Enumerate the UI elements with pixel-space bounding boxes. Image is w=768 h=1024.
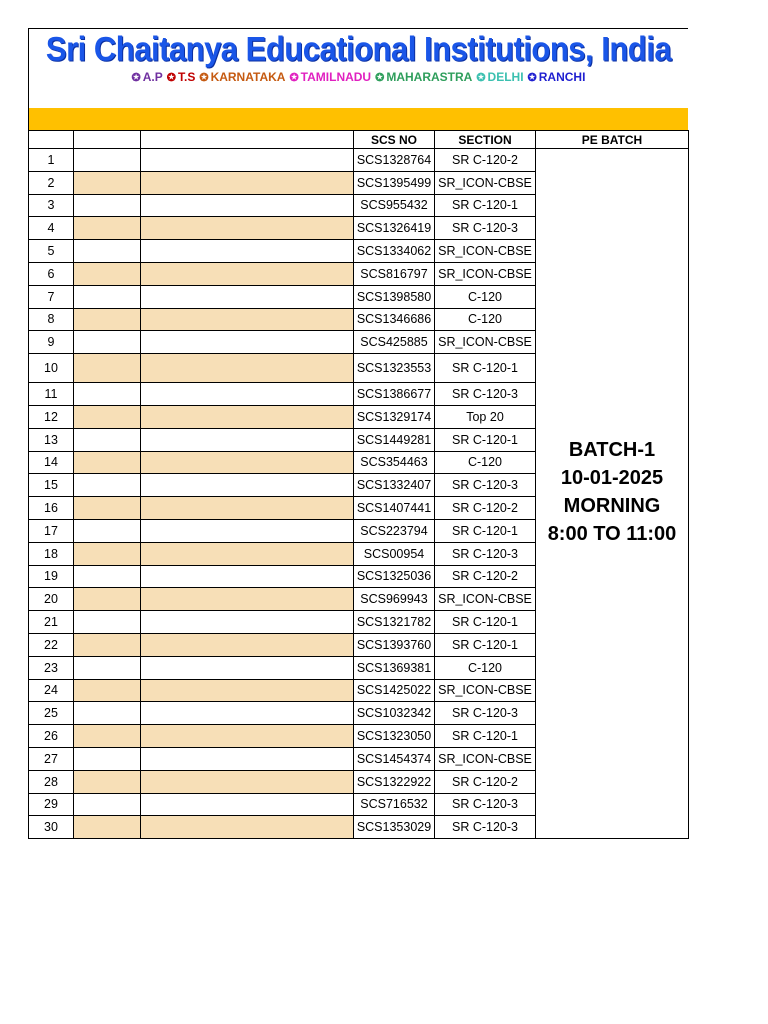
- scs-number-cell: SCS1425022: [354, 679, 435, 702]
- scs-number-cell: SCS1407441: [354, 497, 435, 520]
- scs-number-cell: SCS1323553: [354, 354, 435, 383]
- serial-number-cell: 13: [29, 428, 74, 451]
- pe-batch-line2: 10-01-2025: [560, 467, 664, 489]
- serial-number-cell: 20: [29, 588, 74, 611]
- blank-cell-2: [141, 770, 354, 793]
- serial-number-cell: 29: [29, 793, 74, 816]
- star-icon: ✪: [375, 72, 385, 84]
- blank-cell-1: [74, 793, 141, 816]
- blank-cell-1: [74, 354, 141, 383]
- blank-cell-1: [74, 747, 141, 770]
- section-cell: SR_ICON-CBSE: [435, 679, 536, 702]
- blank-cell-1: [74, 656, 141, 679]
- serial-number-cell: 3: [29, 194, 74, 217]
- blank-cell-1: [74, 474, 141, 497]
- state-name: T.S: [178, 70, 196, 84]
- blank-cell-2: [141, 497, 354, 520]
- serial-number-cell: 30: [29, 816, 74, 839]
- scs-number-cell: SCS1454374: [354, 747, 435, 770]
- scs-number-cell: SCS354463: [354, 451, 435, 474]
- serial-number-cell: 14: [29, 451, 74, 474]
- blank-cell-2: [141, 725, 354, 748]
- scs-number-cell: SCS1332407: [354, 474, 435, 497]
- state-label: [476, 70, 523, 84]
- section-cell: SR C-120-3: [435, 542, 536, 565]
- section-cell: SR C-120-3: [435, 702, 536, 725]
- state-name: TAMILNADU: [300, 70, 372, 84]
- section-cell: SR C-120-1: [435, 428, 536, 451]
- state-name: MAHARASTRA: [386, 70, 473, 84]
- col-header-pe-batch: PE BATCH: [536, 131, 689, 149]
- scs-number-cell: SCS00954: [354, 542, 435, 565]
- scs-number-cell: SCS1032342: [354, 702, 435, 725]
- state-name: KARNATAKA: [210, 70, 286, 84]
- blank-cell-2: [141, 262, 354, 285]
- roll-table: [28, 130, 689, 839]
- section-cell: SR C-120-1: [435, 354, 536, 383]
- star-icon: ✪: [476, 72, 486, 84]
- blank-cell-2: [141, 194, 354, 217]
- serial-number-cell: 28: [29, 770, 74, 793]
- section-cell: SR C-120-3: [435, 383, 536, 406]
- scs-number-cell: SCS1329174: [354, 405, 435, 428]
- serial-number-cell: 19: [29, 565, 74, 588]
- star-icon: ✪: [199, 72, 209, 84]
- serial-number-cell: 16: [29, 497, 74, 520]
- section-cell: SR C-120-1: [435, 194, 536, 217]
- section-cell: Top 20: [435, 405, 536, 428]
- state-label: [375, 70, 472, 84]
- blank-cell-2: [141, 702, 354, 725]
- serial-number-cell: 17: [29, 519, 74, 542]
- section-cell: SR_ICON-CBSE: [435, 240, 536, 263]
- serial-number-cell: 22: [29, 633, 74, 656]
- pe-batch-cell: [536, 149, 689, 839]
- institution-title: Sri Chaitanya Educational Institutions, India: [45, 29, 672, 69]
- table-body: [29, 149, 689, 839]
- section-cell: SR C-120-2: [435, 770, 536, 793]
- blank-cell-1: [74, 451, 141, 474]
- state-name: RANCHI: [538, 70, 586, 84]
- blank-cell-1: [74, 816, 141, 839]
- star-icon: ✪: [166, 72, 176, 84]
- scs-number-cell: SCS1353029: [354, 816, 435, 839]
- star-icon: ✪: [289, 72, 299, 84]
- blank-cell-1: [74, 308, 141, 331]
- blank-cell-1: [74, 770, 141, 793]
- section-cell: SR_ICON-CBSE: [435, 588, 536, 611]
- section-cell: SR C-120-3: [435, 474, 536, 497]
- state-name: A.P: [142, 70, 163, 84]
- blank-cell-2: [141, 747, 354, 770]
- section-cell: SR C-120-2: [435, 565, 536, 588]
- scs-number-cell: SCS969943: [354, 588, 435, 611]
- serial-number-cell: 24: [29, 679, 74, 702]
- scs-number-cell: SCS1321782: [354, 611, 435, 634]
- col-header-blank-2: [141, 131, 354, 149]
- blank-cell-2: [141, 633, 354, 656]
- blank-cell-1: [74, 262, 141, 285]
- yellow-band: [28, 108, 688, 130]
- blank-cell-1: [74, 725, 141, 748]
- section-cell: SR_ICON-CBSE: [435, 747, 536, 770]
- section-cell: C-120: [435, 308, 536, 331]
- blank-cell-1: [74, 428, 141, 451]
- serial-number-cell: 7: [29, 285, 74, 308]
- serial-number-cell: 23: [29, 656, 74, 679]
- pe-batch-line1: BATCH-1: [568, 439, 656, 461]
- state-name: DELHI: [487, 70, 524, 84]
- pe-batch-line3: MORNING: [563, 495, 661, 517]
- section-cell: SR C-120-2: [435, 149, 536, 172]
- scs-number-cell: SCS1328764: [354, 149, 435, 172]
- blank-cell-1: [74, 611, 141, 634]
- blank-cell-2: [141, 519, 354, 542]
- star-icon: ✪: [131, 72, 141, 84]
- serial-number-cell: 2: [29, 171, 74, 194]
- section-cell: SR C-120-1: [435, 611, 536, 634]
- blank-cell-2: [141, 240, 354, 263]
- serial-number-cell: 18: [29, 542, 74, 565]
- section-cell: SR_ICON-CBSE: [435, 262, 536, 285]
- section-cell: C-120: [435, 451, 536, 474]
- blank-cell-1: [74, 519, 141, 542]
- blank-cell-2: [141, 565, 354, 588]
- serial-number-cell: 8: [29, 308, 74, 331]
- serial-number-cell: 15: [29, 474, 74, 497]
- serial-number-cell: 5: [29, 240, 74, 263]
- table-row: [29, 149, 689, 172]
- serial-number-cell: 11: [29, 383, 74, 406]
- blank-cell-2: [141, 171, 354, 194]
- scs-number-cell: SCS1369381: [354, 656, 435, 679]
- state-label: [167, 70, 196, 84]
- scs-number-cell: SCS716532: [354, 793, 435, 816]
- star-icon: ✪: [527, 72, 537, 84]
- blank-cell-2: [141, 354, 354, 383]
- scs-number-cell: SCS1322922: [354, 770, 435, 793]
- blank-cell-2: [141, 542, 354, 565]
- blank-cell-1: [74, 542, 141, 565]
- serial-number-cell: 21: [29, 611, 74, 634]
- blank-cell-2: [141, 383, 354, 406]
- blank-cell-2: [141, 611, 354, 634]
- blank-cell-2: [141, 816, 354, 839]
- serial-number-cell: 6: [29, 262, 74, 285]
- blank-cell-1: [74, 588, 141, 611]
- blank-cell-1: [74, 405, 141, 428]
- scs-number-cell: SCS1326419: [354, 217, 435, 240]
- section-cell: SR C-120-2: [435, 497, 536, 520]
- blank-cell-1: [74, 194, 141, 217]
- serial-number-cell: 9: [29, 331, 74, 354]
- blank-cell-2: [141, 588, 354, 611]
- blank-cell-1: [74, 149, 141, 172]
- pe-batch-line4: 8:00 TO 11:00: [547, 523, 677, 545]
- serial-number-cell: 4: [29, 217, 74, 240]
- attendance-sheet: [28, 28, 688, 839]
- blank-cell-1: [74, 565, 141, 588]
- scs-number-cell: SCS425885: [354, 331, 435, 354]
- col-header-blank-1: [74, 131, 141, 149]
- blank-cell-2: [141, 149, 354, 172]
- section-cell: SR_ICON-CBSE: [435, 171, 536, 194]
- serial-number-cell: 25: [29, 702, 74, 725]
- scs-number-cell: SCS955432: [354, 194, 435, 217]
- state-label: [199, 70, 285, 84]
- section-cell: C-120: [435, 285, 536, 308]
- section-cell: SR C-120-3: [435, 217, 536, 240]
- blank-cell-1: [74, 679, 141, 702]
- state-label: [528, 70, 586, 84]
- blank-cell-2: [141, 428, 354, 451]
- blank-cell-2: [141, 656, 354, 679]
- blank-cell-2: [141, 793, 354, 816]
- col-header-scs-no: SCS NO: [354, 131, 435, 149]
- serial-number-cell: 1: [29, 149, 74, 172]
- blank-cell-1: [74, 240, 141, 263]
- section-cell: SR C-120-1: [435, 519, 536, 542]
- blank-cell-1: [74, 331, 141, 354]
- serial-number-cell: 27: [29, 747, 74, 770]
- serial-number-cell: 12: [29, 405, 74, 428]
- scs-number-cell: SCS1395499: [354, 171, 435, 194]
- section-cell: C-120: [435, 656, 536, 679]
- scs-number-cell: SCS1393760: [354, 633, 435, 656]
- scs-number-cell: SCS1325036: [354, 565, 435, 588]
- scs-number-cell: SCS816797: [354, 262, 435, 285]
- section-cell: SR C-120-1: [435, 633, 536, 656]
- col-header-sno: [29, 131, 74, 149]
- blank-cell-2: [141, 679, 354, 702]
- header-box: [28, 28, 688, 108]
- blank-cell-2: [141, 217, 354, 240]
- serial-number-cell: 10: [29, 354, 74, 383]
- section-cell: SR C-120-1: [435, 725, 536, 748]
- blank-cell-1: [74, 383, 141, 406]
- scs-number-cell: SCS1346686: [354, 308, 435, 331]
- states-line: [29, 70, 688, 84]
- section-cell: SR C-120-3: [435, 816, 536, 839]
- serial-number-cell: 26: [29, 725, 74, 748]
- blank-cell-1: [74, 633, 141, 656]
- blank-cell-2: [141, 451, 354, 474]
- scs-number-cell: SCS1398580: [354, 285, 435, 308]
- blank-cell-2: [141, 405, 354, 428]
- blank-cell-1: [74, 285, 141, 308]
- blank-cell-2: [141, 308, 354, 331]
- state-label: [289, 70, 371, 84]
- scs-number-cell: SCS1386677: [354, 383, 435, 406]
- scs-number-cell: SCS1334062: [354, 240, 435, 263]
- blank-cell-2: [141, 331, 354, 354]
- blank-cell-1: [74, 217, 141, 240]
- state-label: [132, 70, 163, 84]
- blank-cell-2: [141, 285, 354, 308]
- section-cell: SR_ICON-CBSE: [435, 331, 536, 354]
- scs-number-cell: SCS1449281: [354, 428, 435, 451]
- col-header-section: SECTION: [435, 131, 536, 149]
- scs-number-cell: SCS223794: [354, 519, 435, 542]
- blank-cell-1: [74, 171, 141, 194]
- section-cell: SR C-120-3: [435, 793, 536, 816]
- scs-number-cell: SCS1323050: [354, 725, 435, 748]
- blank-cell-1: [74, 497, 141, 520]
- blank-cell-2: [141, 474, 354, 497]
- blank-cell-1: [74, 702, 141, 725]
- table-header-row: [29, 131, 689, 149]
